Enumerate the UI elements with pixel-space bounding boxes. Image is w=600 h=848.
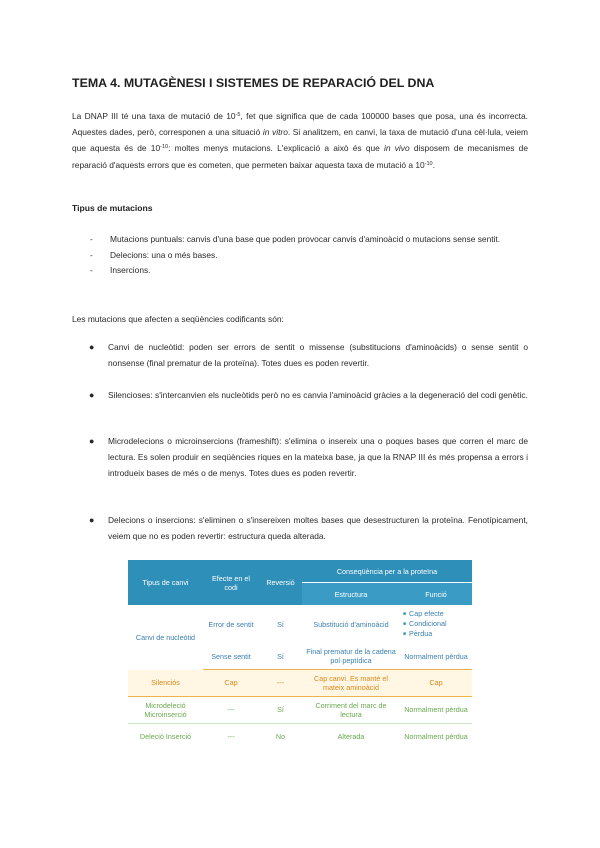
cell-estructura: Substitució d'aminoàcid (302, 605, 400, 643)
cell-funcio (400, 605, 472, 643)
header-efecte: Efecte en el codi (203, 560, 259, 605)
bullet-text: Delecions o insercions: s'eliminen o s'insereixen moltes bases que desestructuren la proteïna. Fenotípicament, veiem que no es poden revertir: estructura queda alterada. (108, 515, 528, 542)
list-item: ■ Pèrdua (403, 629, 469, 639)
intro-text: . (432, 159, 435, 170)
table-row (128, 605, 472, 643)
cell-reversio: No (259, 723, 302, 750)
intro-text: La DNAP III té una taxa de mutació de 10 (72, 111, 236, 121)
intro-text: . Si analitzem, en canvi, la taxa de mutació d'una cèl·lula, veiem que aquesta és de 10 (72, 127, 529, 154)
cell-tipus: Microdeleció Microinserció (128, 696, 203, 723)
cell-efecte: Error de sentit (203, 605, 259, 643)
cell-funcio: Normalment pèrdua (400, 696, 472, 723)
list-item-text: Mutacions puntuals: canvis d'una base que poden provocar canvis d'aminoàcid o mutacions sense sentit. (110, 234, 501, 244)
dash-marker: - (90, 234, 93, 244)
cell-tipus: Silenciós (128, 670, 203, 697)
table-row (128, 670, 472, 697)
cell-reversio: --- (259, 670, 302, 697)
section-heading: Tipus de mutacions (72, 203, 153, 213)
table-row (128, 696, 472, 723)
bullet-text: Canvi de nucleòtid: poden ser errors de sentit o missense (substitucions d'aminoàcids) o sense sentit o nonsense (final prematur de la proteïna). Totes dues es poden revertir. (108, 342, 528, 369)
bullet-icon: ● (89, 436, 95, 446)
header-reversio: Reversió (259, 560, 302, 605)
bullet-text: Silencioses: s'intercanvien els nucleòtids però no es canvia l'aminoàcid gràcies a la degeneració del codi genètic. (108, 390, 528, 400)
cell-efecte: Cap (203, 670, 259, 697)
funcio-list (403, 609, 469, 639)
mutation-table (128, 560, 472, 750)
cell-estructura: Cap canvi. Es manté el mateix aminoàcid (302, 670, 400, 697)
cell-reversio: Sí (259, 643, 302, 670)
intro-italic: in vitro (262, 127, 288, 138)
lead-sentence: Les mutacions que afecten a seqüències codificants són: (72, 314, 284, 324)
header-consequencia: Conseqüència per a la proteïna (302, 560, 472, 583)
cell-tipus: Deleció Inserció (128, 723, 203, 750)
bullet-item (72, 512, 528, 544)
cell-reversio: Sí (259, 696, 302, 723)
bullet-text: Microdelecions o microinsercions (frameshift): s'elimina o insereix una o poques bases que corren el marc de lectura. Es solen produir en seqüències riques en la mateixa base, ja que la RNAP III és més propensa a errors i introdueix bases de més o de menys. Totes dues es poden revertir. (108, 436, 528, 479)
bullet-icon: ● (89, 390, 95, 400)
cell-estructura: Final prematur de la cadena pol·peptídica (302, 643, 400, 670)
dash-marker: - (90, 249, 93, 260)
list-item: ■ Condicional (403, 619, 469, 629)
intro-italic: in vivo (384, 143, 410, 154)
list-item: ■ Cap efecte (403, 609, 469, 619)
cell-funcio: Cap (400, 670, 472, 697)
list-item (72, 232, 528, 248)
cell-estructura: Corriment del marc de lectura (302, 696, 400, 723)
table-row (128, 723, 472, 750)
list-item (72, 263, 528, 279)
mutation-types-list (72, 232, 528, 279)
exponent: -5 (235, 112, 241, 118)
intro-paragraph (72, 108, 528, 173)
bullet-icon: ● (89, 515, 95, 525)
exponent: -10 (160, 144, 169, 151)
intro-text: disposem de mecanismes de reparació d'aquests errors que es cometen, que permeten baixar aquesta taxa de mutació a 10 (72, 143, 528, 170)
cell-efecte: --- (203, 696, 259, 723)
list-item (72, 248, 528, 264)
page-title: TEMA 4. MUTAGÈNESI I SISTEMES DE REPARACIÓ DEL DNA (72, 76, 435, 90)
cell-funcio: Normalment pèrdua (400, 723, 472, 750)
bullet-item (72, 387, 528, 403)
cell-reversio: Sí (259, 605, 302, 643)
cell-efecte: --- (203, 723, 259, 750)
cell-tipus: Canvi de nucleòtid (128, 605, 203, 670)
intro-text: , fet que significa que de cada 100000 bases que posa, una és incorrecta. Aquestes dades, però, corresponen a una situació (72, 111, 528, 138)
cell-funcio: Normalment pèrdua (400, 643, 472, 670)
bullet-item (72, 339, 528, 371)
bullet-item (72, 433, 528, 482)
header-tipus: Tipus de canvi (128, 560, 203, 605)
bullet-icon: ● (89, 342, 95, 352)
cell-estructura: Alterada (302, 723, 400, 750)
dash-marker: - (90, 265, 93, 276)
cell-efecte: Sense sentit (203, 643, 259, 670)
list-item-text: Delecions: una o més bases. (110, 249, 218, 260)
exponent: -10 (424, 160, 433, 167)
list-item-text: Insercions. (110, 265, 151, 276)
header-estructura: Estructura (302, 583, 400, 606)
intro-text: : moltes menys mutacions. L'explicació a això és que (168, 143, 385, 154)
header-funcio: Funció (400, 583, 472, 606)
